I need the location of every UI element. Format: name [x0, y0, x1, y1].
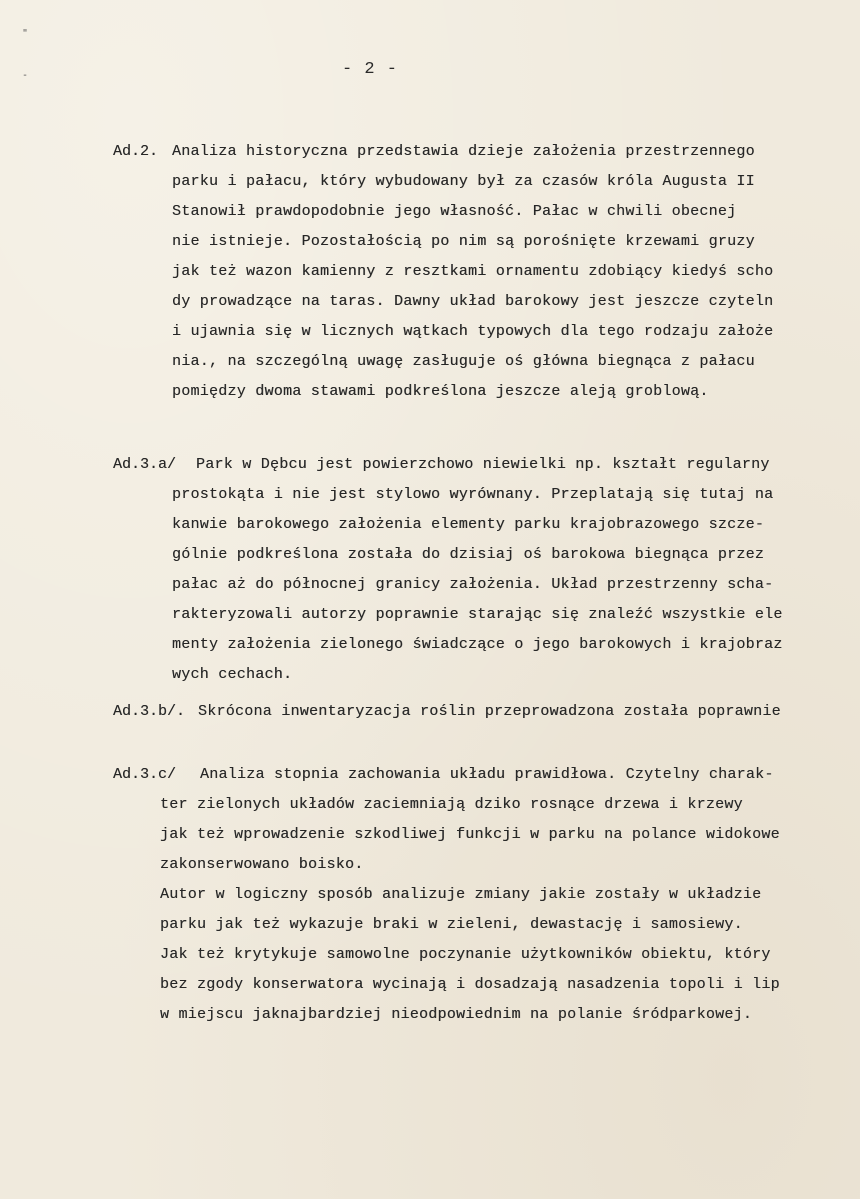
- text-line: dy prowadzące na taras. Dawny układ barokowy jest jeszcze czyteln: [172, 293, 774, 310]
- text-line: Stanowił prawdopodobnie jego własność. Pałac w chwili obecnej: [172, 203, 737, 220]
- section-label: Ad.3.a/: [113, 456, 177, 473]
- section-label: Ad.3.b/.: [113, 703, 186, 720]
- text-line: parku jak też wykazuje braki w zieleni, dewastację i samosiewy.: [160, 916, 743, 933]
- text-line: zakonserwowano boisko.: [160, 856, 364, 873]
- text-line: jak też wprowadzenie szkodliwej funkcji w parku na polance widokowe: [160, 826, 780, 843]
- page-number: - 2 -: [341, 60, 398, 79]
- text-line: prostokąta i nie jest stylowo wyrównany. Przeplatają się tutaj na: [172, 486, 774, 503]
- text-line: nie istnieje. Pozostałością po nim są porośnięte krzewami gruzy: [172, 233, 755, 250]
- text-line: pałac aż do północnej granicy założenia. Układ przestrzenny scha-: [172, 576, 774, 593]
- text-line: jak też wazon kamienny z resztkami ornamentu zdobiący kiedyś scho: [172, 263, 774, 280]
- text-line: nia., na szczególną uwagę zasługuje oś główna biegnąca z pałacu: [172, 353, 755, 370]
- text-line: rakteryzowali autorzy poprawnie starając się znaleźć wszystkie ele: [172, 606, 783, 623]
- paper-speck: -: [22, 70, 29, 81]
- text-line: gólnie podkreślona została do dzisiaj oś barokowa biegnąca przez: [172, 546, 765, 563]
- text-line: w miejscu jaknajbardziej nieodpowiednim na polanie śródparkowej.: [160, 1006, 753, 1023]
- text-line: Autor w logiczny sposób analizuje zmiany jakie zostały w układzie: [160, 886, 762, 903]
- text-line: kanwie barokowego założenia elementy parku krajobrazowego szcze-: [172, 516, 765, 533]
- section-label: Ad.2.: [113, 143, 159, 160]
- text-line: i ujawnia się w licznych wątkach typowych dla tego rodzaju założe: [172, 323, 774, 340]
- text-line: pomiędzy dwoma stawami podkreślona jeszcze aleją groblową.: [172, 383, 709, 400]
- text-line: Skrócona inwentaryzacja roślin przeprowadzona została poprawnie: [198, 703, 781, 720]
- paper-speck: ": [22, 28, 29, 39]
- text-line: parku i pałacu, który wybudowany był za czasów króla Augusta II: [172, 173, 755, 190]
- text-line: bez zgody konserwatora wycinają i dosadzają nasadzenia topoli i lip: [160, 976, 780, 993]
- text-line: Analiza stopnia zachowania układu prawidłowa. Czytelny charak-: [200, 766, 774, 783]
- text-line: Jak też krytykuje samowolne poczynanie użytkowników obiektu, który: [160, 946, 771, 963]
- text-line: Analiza historyczna przedstawia dzieje założenia przestrzennego: [172, 143, 755, 160]
- section-label: Ad.3.c/: [113, 766, 177, 783]
- text-line: menty założenia zielonego świadczące o jego barokowych i krajobraz: [172, 636, 783, 653]
- text-line: wych cechach.: [172, 666, 293, 683]
- text-line: ter zielonych układów zaciemniają dziko rosnące drzewa i krzewy: [160, 796, 743, 813]
- text-line: Park w Dębcu jest powierzchowo niewielki np. kształt regularny: [196, 456, 770, 473]
